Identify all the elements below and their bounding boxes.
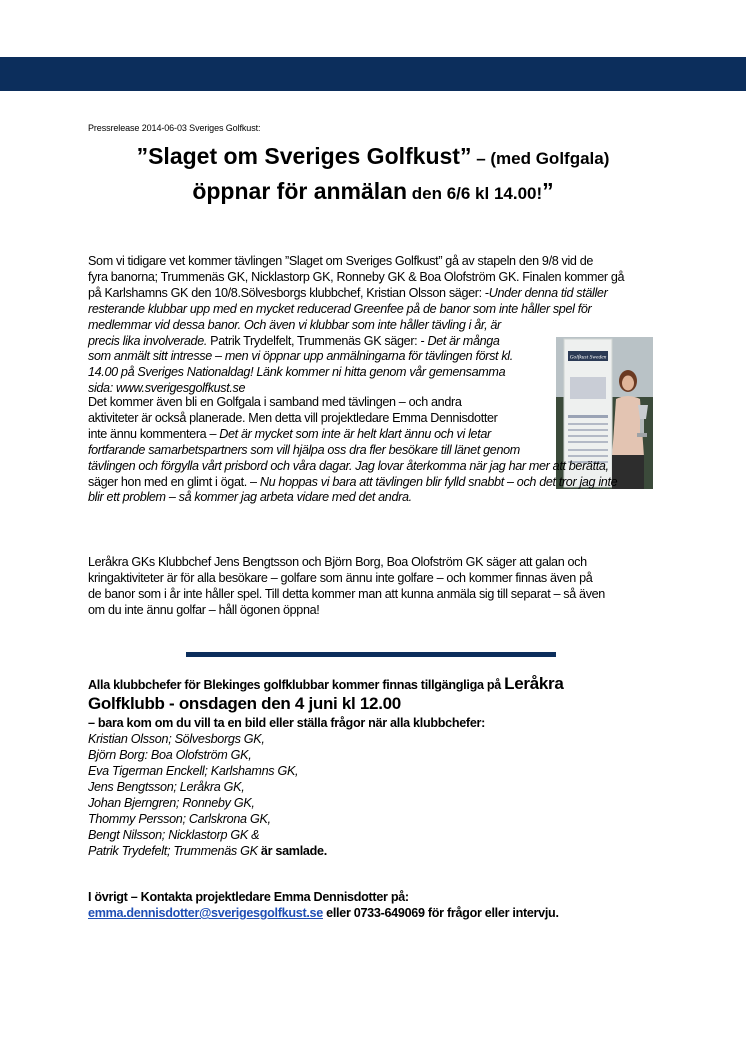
text-line: resterande klubbar upp med en mycket reducerad Greenfee på de banor som inte håller spel för: [88, 301, 592, 316]
text-line: aktiviteter är också planerade. Men detta vill projektledare Emma Dennisdotter: [88, 410, 498, 425]
text-line: fortfarande samarbetspartners som vill hjälpa oss dra fler besökare till länet genom: [88, 442, 520, 457]
text-line: kringaktiviteter är för alla besökare – golfare som ännu inte golfare – och kommer finnas även på: [88, 570, 593, 585]
list-item: Johan Bjerngren; Ronneby GK,: [88, 796, 255, 810]
notice-block: [88, 676, 564, 859]
text-line: om du inte ännu golfar – håll ögonen öppna!: [88, 602, 320, 617]
text-line: sida: www.sverigesgolfkust.se: [88, 381, 246, 396]
text-line: Det kommer även bli en Golfgala i samband med tävlingen – och andra: [88, 395, 462, 409]
headline: [60, 140, 686, 210]
phone-text: eller 0733-649069 för frågor eller intervju.: [322, 906, 559, 920]
paragraph-2: [88, 395, 617, 506]
notice-line-3: – bara kom om du vill ta en bild eller ställa frågor när alla klubbchefer:: [88, 716, 486, 730]
text-line: tävlingen och förgylla vårt prisbord och våra dagar. Jag lovar återkomma när jag har mer att berätta,: [88, 458, 609, 473]
text-line: på Karlshamns GK den 10/8.Sölvesborgs klubbchef, Kristian Olsson säger: -Under denna tid ställer: [88, 285, 608, 300]
text-line: fyra banorna; Trummenäs GK, Nicklastorp GK, Ronneby GK & Boa Olofström GK. Finalen kommer gå: [88, 269, 625, 284]
text-line: Som vi tidigare vet kommer tävlingen ”Slaget om Sveriges Golfkust” gå av stapeln den 9/8 vid de: [88, 254, 594, 268]
text-line: inte ännu kommentera – Det är mycket som inte är helt klart ännu och vi letar: [88, 426, 491, 441]
text-line: Leråkra GKs Klubbchef Jens Bengtsson och Björn Borg, Boa Olofström GK säger att galan och: [88, 555, 587, 569]
release-meta: Pressrelease 2014-06-03 Sveriges Golfkust:: [88, 123, 261, 133]
text-line: säger hon med en glimt i ögat. – Nu hoppas vi bara att tävlingen blir fylld snabbt – och det tror jag inte: [88, 474, 618, 489]
list-item: Eva Tigerman Enckell; Karlshamns GK,: [88, 764, 299, 778]
list-item: Bengt Nilsson; Nicklastorp GK &: [88, 828, 260, 842]
headline-open: öppnar för anmälan: [192, 178, 408, 204]
text-line: medlemmar vid dessa banor. Och även vi klubbar som inte håller tävling i år, är: [88, 317, 501, 332]
header-band: [0, 57, 746, 91]
paragraph-3: [88, 555, 605, 619]
contact-block: [88, 889, 559, 921]
chef-list: [88, 731, 564, 843]
contact-line-1: I övrigt – Kontakta projektledare Emma Dennisdotter på:: [88, 890, 409, 904]
text-line: som anmält sitt intresse – men vi öppnar upp anmälningarna för tävlingen först kl.: [88, 349, 513, 364]
text-line: 14.00 på Sveriges Nationaldag! Länk kommer ni hitta genom vår gemensamma: [88, 365, 506, 380]
list-item: Jens Bengtsson; Leråkra GK,: [88, 780, 245, 794]
notice-line-1: Alla klubbchefer för Blekinges golfklubbar kommer finnas tillgängliga på Leråkra: [88, 674, 564, 693]
headline-date: den 6/6 kl 14.00!: [407, 184, 543, 203]
list-item: Kristian Olsson; Sölvesborgs GK,: [88, 732, 265, 746]
banner-text: Golfkust Sweden: [569, 354, 607, 361]
text-line: de banor som i år inte håller spel. Till detta kommer man att kunna anmäla sig till separat – så även: [88, 586, 605, 601]
text-line: precis lika involverade. Patrik Trydelfelt, Trummenäs GK säger: - Det är många: [88, 333, 500, 348]
headline-close-quote: ”: [542, 178, 554, 204]
paragraph-1: [88, 254, 624, 397]
notice-line-2: Golfklubb - onsdagen den 4 juni kl 12.00: [88, 694, 401, 713]
list-item-last: Patrik Trydefelt; Trummenäs GK är samlade.: [88, 844, 327, 858]
contact-line-2: [88, 905, 559, 921]
headline-quote-title: ”Slaget om Sveriges Golfkust”: [136, 143, 472, 169]
headline-gala: – (med Golfgala): [471, 149, 610, 168]
section-divider: [186, 652, 556, 657]
list-item: Björn Borg: Boa Olofström GK,: [88, 748, 252, 762]
email-link[interactable]: emma.dennisdotter@sverigesgolfkust.se: [88, 906, 323, 920]
text-line: blir ett problem – så kommer jag arbeta vidare med det andra.: [88, 490, 412, 505]
list-item: Thommy Persson; Carlskrona GK,: [88, 812, 271, 826]
